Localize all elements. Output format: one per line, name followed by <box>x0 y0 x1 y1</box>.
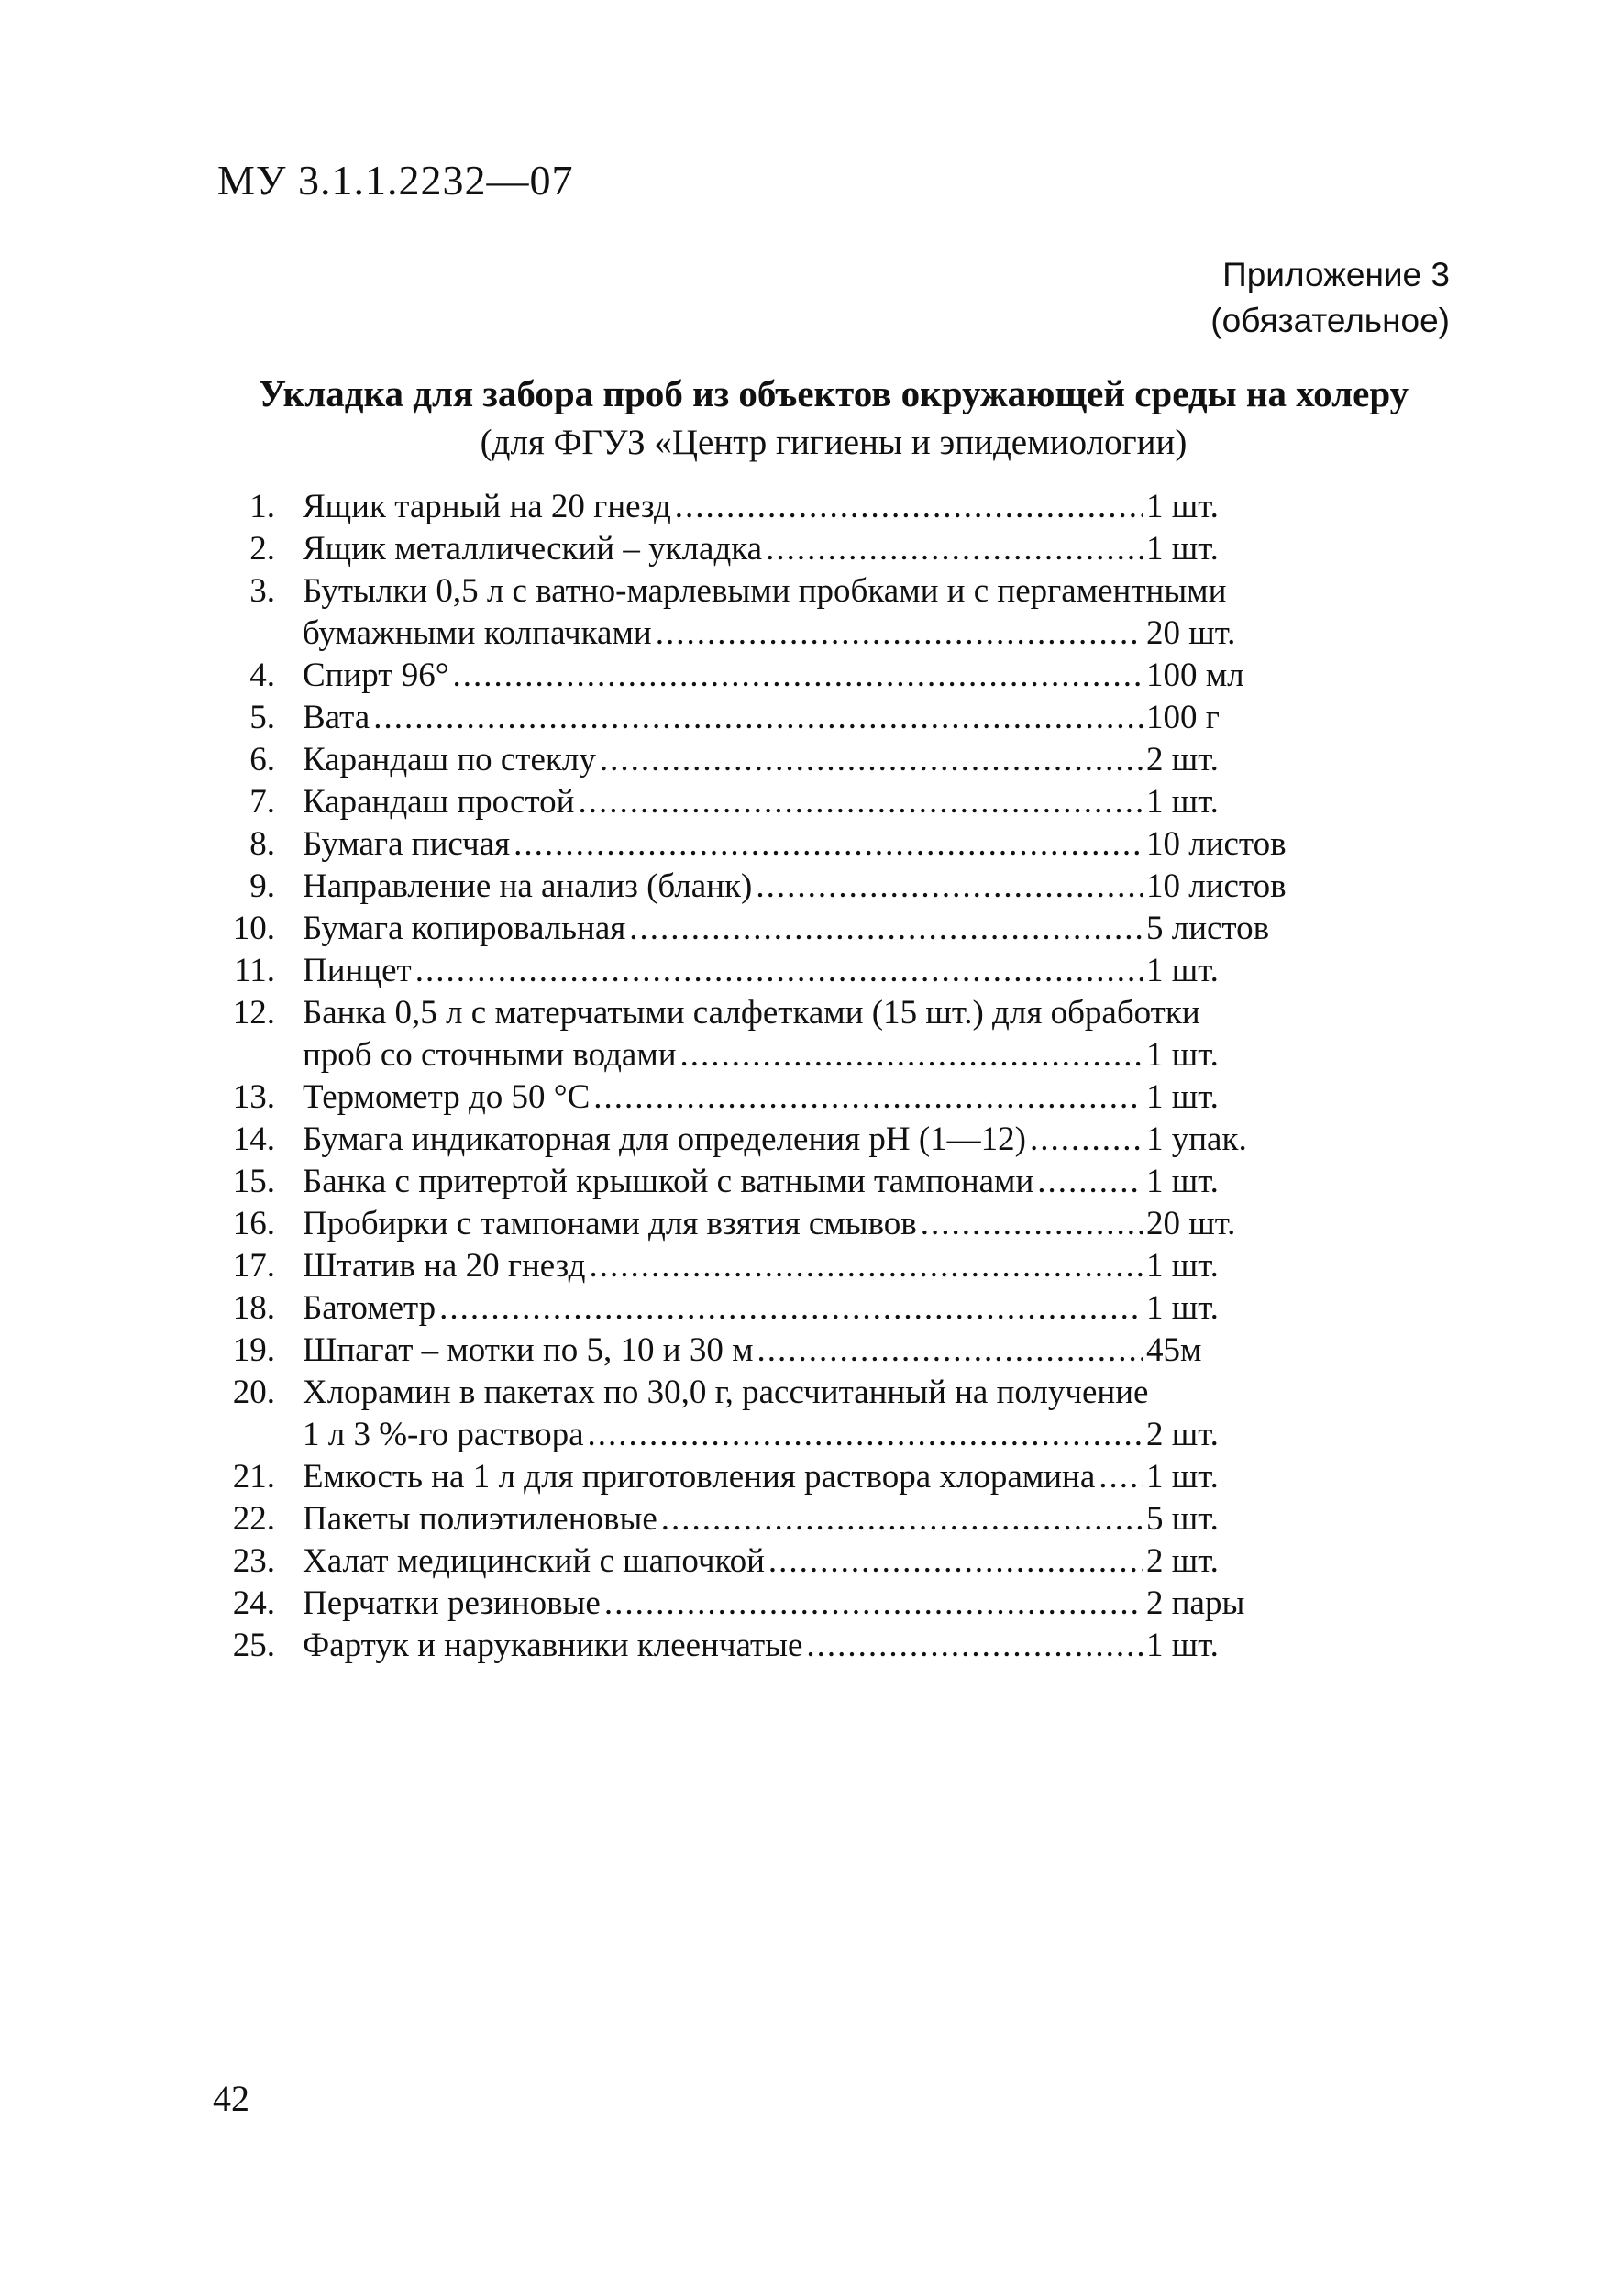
item-text: Пробирки с тампонами для взятия смывов <box>303 1205 917 1242</box>
item-body <box>303 697 1435 739</box>
item-text: Батометр <box>303 1289 436 1327</box>
document-code: МУ 3.1.1.2232—07 <box>217 157 574 204</box>
list-item <box>188 1076 1435 1119</box>
item-line <box>303 1287 1293 1330</box>
item-quantity: 1 шт. <box>1146 952 1219 989</box>
dot-leader <box>588 1414 1143 1456</box>
item-body <box>303 1161 1435 1203</box>
list-item <box>188 570 1435 655</box>
dot-leader <box>593 1076 1143 1119</box>
item-text: Фартук и нарукавники клеенчатые <box>303 1627 803 1664</box>
item-line <box>303 1161 1293 1203</box>
appendix-label <box>1210 252 1450 344</box>
dot-leader <box>766 528 1143 570</box>
dot-leader <box>921 1203 1143 1245</box>
item-line <box>303 1498 1293 1540</box>
item-number: 22. <box>232 1500 275 1538</box>
item-body <box>303 1330 1435 1372</box>
list-item <box>188 1498 1435 1540</box>
appendix-number: Приложение 3 <box>1222 256 1450 293</box>
appendix-status: (обязательное) <box>1210 302 1450 339</box>
list-item <box>188 1583 1435 1625</box>
item-body <box>303 1456 1435 1498</box>
item-quantity: 2 шт. <box>1146 1416 1219 1453</box>
item-line <box>303 613 1293 655</box>
title-block <box>217 369 1450 468</box>
dot-leader <box>439 1287 1143 1330</box>
item-line <box>303 739 1293 781</box>
item-body <box>303 1540 1435 1583</box>
list-item <box>188 486 1435 528</box>
item-body <box>303 1203 1435 1245</box>
dot-leader <box>589 1245 1143 1287</box>
item-quantity: 100 г <box>1146 699 1220 736</box>
list-item <box>188 1456 1435 1498</box>
item-number: 6. <box>249 741 275 778</box>
item-line <box>303 908 1293 950</box>
item-text: Бумага индикаторная для определения pH (1—12) <box>303 1120 1026 1158</box>
list-item <box>188 697 1435 739</box>
item-text: бумажными колпачками <box>303 614 652 652</box>
list-item <box>188 1330 1435 1372</box>
item-text: Емкость на 1 л для приготовления раствора хлорамина <box>303 1458 1096 1496</box>
item-body <box>303 1119 1435 1161</box>
list-item <box>188 1287 1435 1330</box>
item-line <box>303 697 1293 739</box>
item-line <box>303 1414 1293 1456</box>
item-number: 3. <box>249 572 275 610</box>
item-list <box>188 486 1435 1667</box>
item-number: 13. <box>232 1078 275 1116</box>
item-body <box>303 950 1435 992</box>
item-quantity: 1 шт. <box>1146 1289 1219 1327</box>
item-number: 12. <box>232 994 275 1032</box>
dot-leader <box>680 1034 1143 1076</box>
item-quantity: 10 листов <box>1146 867 1287 905</box>
item-body <box>303 1287 1435 1330</box>
item-text: Перчатки резиновые <box>303 1584 601 1622</box>
dot-leader <box>604 1583 1143 1625</box>
item-body <box>303 992 1435 1076</box>
item-body <box>303 1245 1435 1287</box>
item-number: 5. <box>249 699 275 736</box>
item-body <box>303 1076 1435 1119</box>
item-quantity: 2 шт. <box>1146 1542 1219 1580</box>
item-quantity: 1 упак. <box>1146 1120 1247 1158</box>
item-number: 8. <box>249 825 275 863</box>
item-text: Вата <box>303 699 370 736</box>
list-item <box>188 739 1435 781</box>
item-text: Пакеты полиэтиленовые <box>303 1500 657 1538</box>
item-body <box>303 1498 1435 1540</box>
item-body <box>303 570 1435 655</box>
item-text: Карандаш простой <box>303 783 575 821</box>
item-text: Ящик металлический – укладка <box>303 530 763 568</box>
item-line <box>303 486 1293 528</box>
item-line <box>303 866 1293 908</box>
item-text: проб со сточными водами <box>303 1036 677 1074</box>
item-number: 20. <box>232 1374 275 1411</box>
dot-leader <box>1037 1161 1143 1203</box>
item-body <box>303 655 1435 697</box>
item-text-first-line: Бутылки 0,5 л с ватно-марлевыми пробками и с пергаментными <box>303 572 1227 610</box>
item-body <box>303 739 1435 781</box>
item-line <box>303 1034 1293 1076</box>
item-quantity: 10 листов <box>1146 825 1287 863</box>
item-line <box>303 950 1293 992</box>
list-item <box>188 908 1435 950</box>
item-number: 9. <box>249 867 275 905</box>
item-number: 10. <box>232 910 275 947</box>
item-number: 15. <box>232 1163 275 1200</box>
item-body <box>303 1372 1435 1456</box>
list-item <box>188 1119 1435 1161</box>
item-line <box>303 1583 1293 1625</box>
item-number: 14. <box>232 1120 275 1158</box>
item-text-first-line: Хлорамин в пакетах по 30,0 г, рассчитанный на получение <box>303 1374 1149 1411</box>
dot-leader <box>806 1625 1143 1667</box>
item-body <box>303 486 1435 528</box>
item-quantity: 1 шт. <box>1146 1458 1219 1496</box>
item-body <box>303 528 1435 570</box>
item-line <box>303 781 1293 823</box>
item-text: Бумага копировальная <box>303 910 626 947</box>
item-line <box>303 1203 1293 1245</box>
item-number: 21. <box>232 1458 275 1496</box>
item-quantity: 5 шт. <box>1146 1500 1219 1538</box>
item-text: 1 л 3 %-го раствора <box>303 1416 584 1453</box>
item-line <box>303 1119 1293 1161</box>
item-number: 23. <box>232 1542 275 1580</box>
item-body <box>303 781 1435 823</box>
item-line <box>303 1625 1293 1667</box>
dot-leader <box>415 950 1143 992</box>
item-number: 7. <box>249 783 275 821</box>
page-subtitle: (для ФГУЗ «Центр гигиены и эпидемиологии) <box>480 423 1188 462</box>
list-item <box>188 866 1435 908</box>
item-quantity: 20 шт. <box>1146 614 1236 652</box>
item-line <box>303 655 1293 697</box>
item-text: Термометр до 50 °С <box>303 1078 591 1116</box>
item-quantity: 45м <box>1146 1331 1202 1369</box>
item-text: Штатив на 20 гнезд <box>303 1247 586 1285</box>
item-quantity: 1 шт. <box>1146 488 1219 525</box>
list-item <box>188 1161 1435 1203</box>
list-item <box>188 1625 1435 1667</box>
dot-leader <box>656 613 1143 655</box>
item-number: 11. <box>234 952 275 989</box>
item-number: 1. <box>249 488 275 525</box>
item-quantity: 1 шт. <box>1146 1036 1219 1074</box>
item-quantity: 1 шт. <box>1146 1078 1219 1116</box>
item-line <box>303 1076 1293 1119</box>
dot-leader <box>1099 1456 1143 1498</box>
item-quantity: 2 пары <box>1146 1584 1245 1622</box>
item-quantity: 1 шт. <box>1146 783 1219 821</box>
item-text: Банка с притертой крышкой с ватными тампонами <box>303 1163 1034 1200</box>
item-text: Ящик тарный на 20 гнезд <box>303 488 671 525</box>
item-body <box>303 823 1435 866</box>
item-number: 19. <box>232 1331 275 1369</box>
list-item <box>188 781 1435 823</box>
item-text: Бумага писчая <box>303 825 511 863</box>
item-text: Направление на анализ (бланк) <box>303 867 753 905</box>
item-quantity: 100 мл <box>1146 657 1244 694</box>
item-line <box>303 528 1293 570</box>
list-item <box>188 823 1435 866</box>
list-item <box>188 528 1435 570</box>
list-item <box>188 655 1435 697</box>
dot-leader <box>453 655 1143 697</box>
item-text: Пинцет <box>303 952 412 989</box>
list-item <box>188 992 1435 1076</box>
dot-leader <box>757 1330 1143 1372</box>
item-text: Спирт 96° <box>303 657 449 694</box>
item-quantity: 1 шт. <box>1146 1247 1219 1285</box>
list-item <box>188 1540 1435 1583</box>
dot-leader <box>373 697 1143 739</box>
list-item <box>188 1245 1435 1287</box>
dot-leader <box>1030 1119 1143 1161</box>
list-item <box>188 1203 1435 1245</box>
page-title: Укладка для забора проб из объектов окружающей среды на холеру <box>258 372 1409 414</box>
item-number: 2. <box>249 530 275 568</box>
item-number: 17. <box>232 1247 275 1285</box>
item-text: Карандаш по стеклу <box>303 741 596 778</box>
dot-leader <box>578 781 1143 823</box>
item-number: 25. <box>232 1627 275 1664</box>
item-line <box>303 1330 1293 1372</box>
dot-leader <box>756 866 1143 908</box>
item-line <box>303 823 1293 866</box>
item-quantity: 1 шт. <box>1146 1627 1219 1664</box>
item-number: 4. <box>249 657 275 694</box>
dot-leader <box>768 1540 1143 1583</box>
dot-leader <box>629 908 1143 950</box>
item-body <box>303 908 1435 950</box>
item-quantity: 5 листов <box>1146 910 1270 947</box>
list-item <box>188 950 1435 992</box>
dot-leader <box>661 1498 1143 1540</box>
item-number: 16. <box>232 1205 275 1242</box>
item-quantity: 2 шт. <box>1146 741 1219 778</box>
item-text: Халат медицинский с шапочкой <box>303 1542 765 1580</box>
item-quantity: 1 шт. <box>1146 1163 1219 1200</box>
item-body <box>303 866 1435 908</box>
item-number: 24. <box>232 1584 275 1622</box>
dot-leader <box>514 823 1143 866</box>
item-body <box>303 1625 1435 1667</box>
item-text-first-line: Банка 0,5 л с матерчатыми салфетками (15 шт.) для обработки <box>303 994 1200 1032</box>
item-line <box>303 1540 1293 1583</box>
item-line <box>303 1245 1293 1287</box>
item-quantity: 20 шт. <box>1146 1205 1236 1242</box>
item-line <box>303 1456 1293 1498</box>
item-quantity: 1 шт. <box>1146 530 1219 568</box>
item-number: 18. <box>232 1289 275 1327</box>
dot-leader <box>675 486 1143 528</box>
item-body <box>303 1583 1435 1625</box>
item-text: Шпагат – мотки по 5, 10 и 30 м <box>303 1331 754 1369</box>
dot-leader <box>600 739 1143 781</box>
page-number: 42 <box>213 2078 249 2119</box>
list-item <box>188 1372 1435 1456</box>
